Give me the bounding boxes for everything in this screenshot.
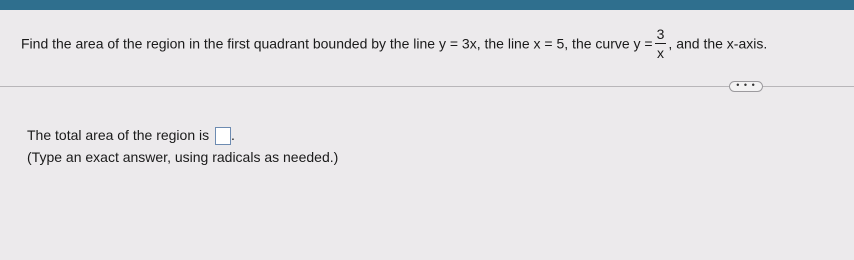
question-text (21, 22, 841, 62)
equation-curve-fraction (655, 27, 667, 60)
answer-instruction: (Type an exact answer, using radicals as needed.) (27, 149, 339, 165)
top-header-bar (0, 0, 854, 10)
answer-trailing-period: . (231, 127, 235, 143)
equation-curve-lhs: y = (633, 35, 653, 52)
question-suffix: , and the x-axis. (668, 35, 768, 52)
equation-line-y: y = 3x (438, 35, 477, 52)
section-divider (0, 86, 854, 87)
fraction-denominator: x (657, 44, 665, 61)
question-separator-1: , the line (476, 35, 534, 52)
expand-more-button[interactable]: • • • (729, 81, 763, 92)
equation-line-x: x = 5 (533, 35, 565, 52)
question-separator-2: , the curve (564, 35, 634, 52)
answer-prompt: The total area of the region is (27, 127, 210, 143)
fraction-numerator: 3 (656, 25, 665, 42)
answer-input[interactable] (215, 127, 231, 145)
answer-line (27, 124, 235, 146)
question-prefix: Find the area of the region in the first quadrant bounded by the line (21, 35, 439, 52)
